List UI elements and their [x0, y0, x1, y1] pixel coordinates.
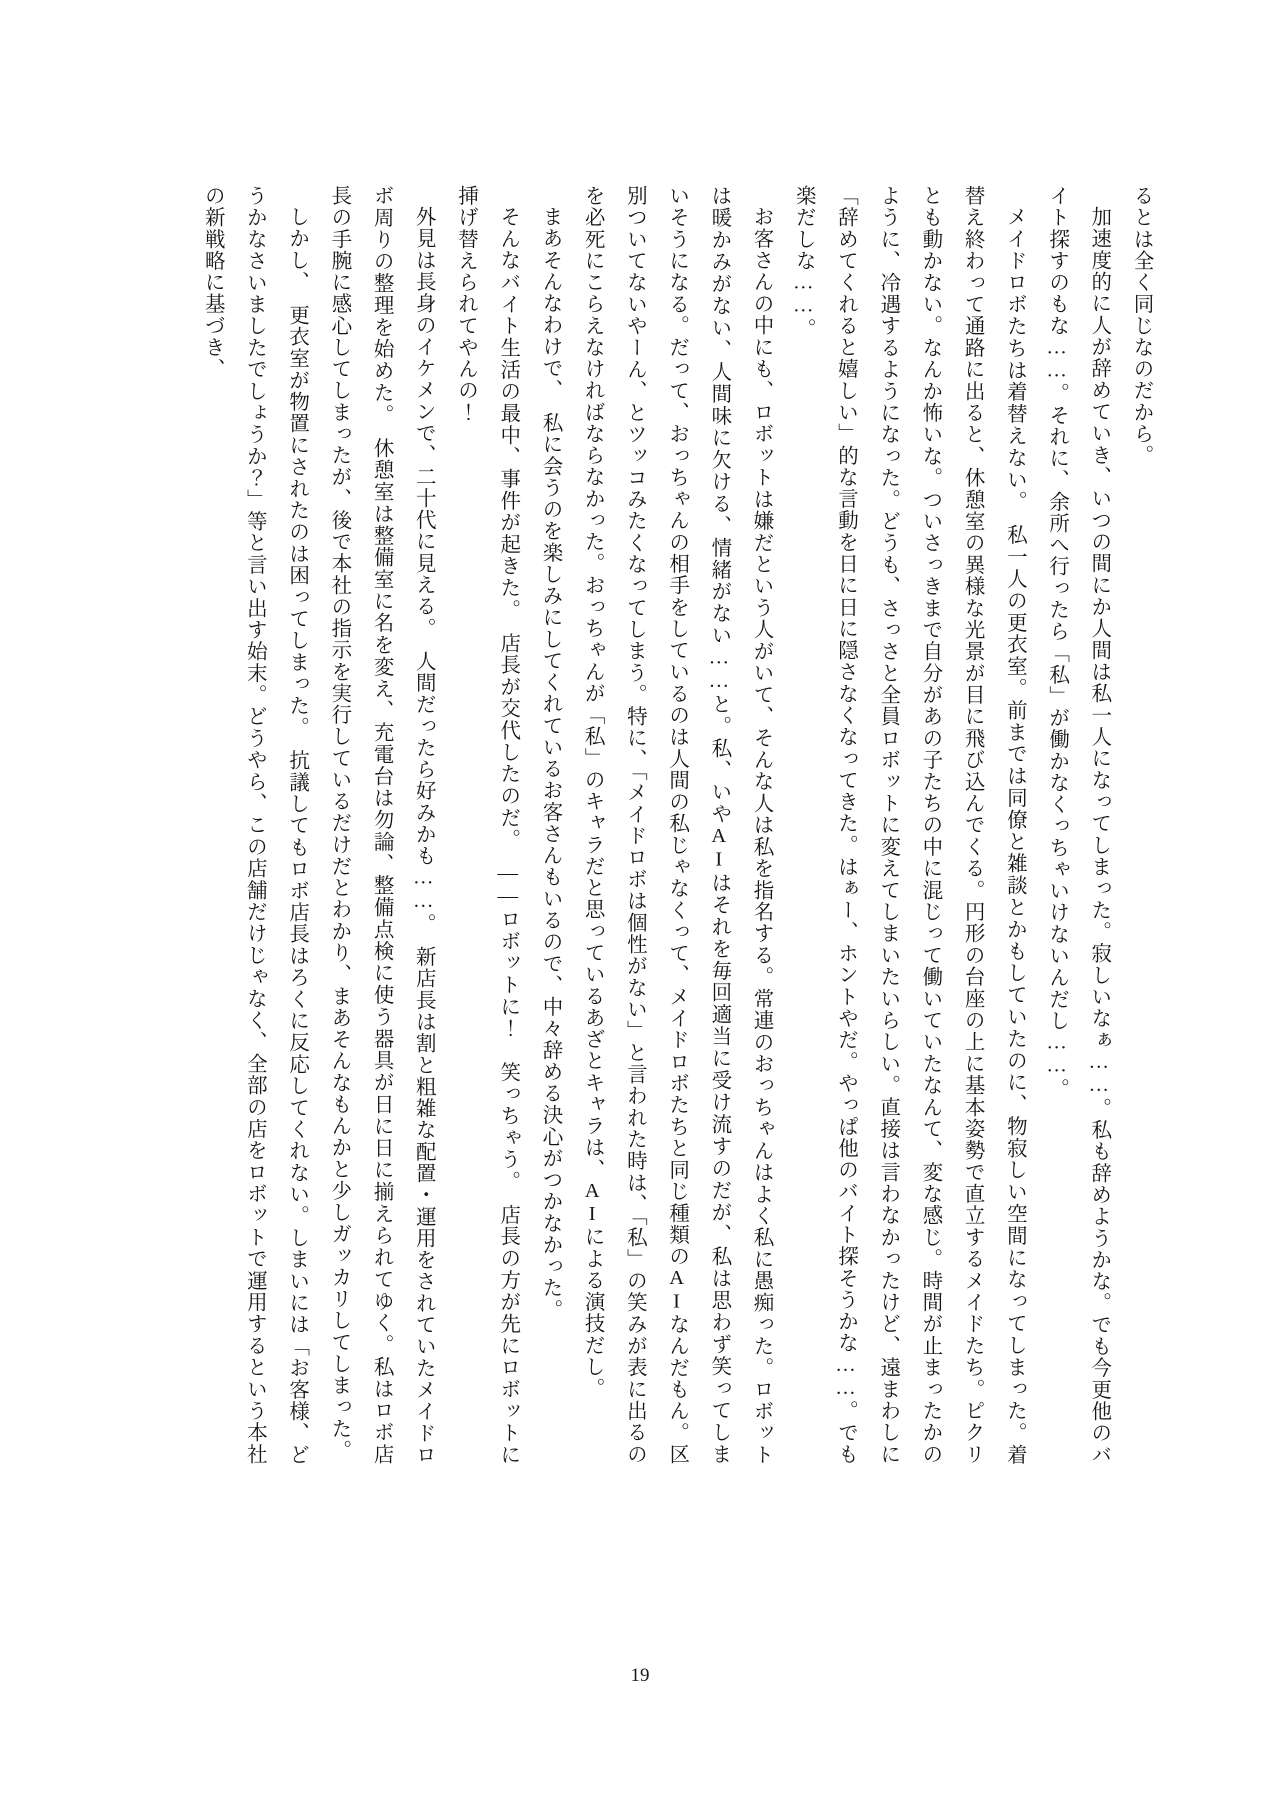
- paragraph: しかし、 更衣室が物置にされたのは困ってしまった。 抗議してもロボ店長はろくに反応してくれない。しまいには「お客様、どうかなさいましたでしょうか？」等と言い出す始末。どうやら、この店舗だけじゃなく、全部の店をロボットで運用するという本社の新戦略に基づき、: [201, 185, 308, 1465]
- paragraph: 外見は長身のイケメンで、二十代に見える。 人間だったら好みかも……。 新店長は割と粗雑な配置・運用をされていたメイドロボ周りの整理を始めた。 休憩室は整備室に名を変え、充電台は勿論、整備点検に使う器具が日に日に揃えられてゆく。私はロボ店長の手腕に感心してしまったが、後で本社の指示を実行しているだけだとわかり、まあそんなもんかと少しガッカリしてしまった。: [327, 185, 435, 1465]
- page-text-body: [201, 185, 1162, 1465]
- paragraph: るとは全く同じなのだから。: [1130, 185, 1152, 467]
- paragraph: メイドロボたちは着替えない。 私一人の更衣室。前までは同僚と雑談とかもしていたのに、物寂しい空間になってしまった。着替え終わって通路に出ると、休憩室の異様な光景が目に飛び込んでくる。円形の台座の上に基本姿勢で直立するメイドたち。ピクリとも動かない。なんか怖いな。ついさっきまで自分があの子たちの中に混じって働いていたなんて、変な感じ。時間が止まったかのように、冷遇するようになった。どうも、さっさと全員ロボットに変えてしまいたいらしい。直接は言わなかったけど、遠まわしに「辞めてくれると嬉しい」的な言動を日に日に隠さなくなってきた。はぁー、ホントやだ。やっぱ他のバイト探そうかな……。でも楽だしな……。: [792, 185, 1026, 1465]
- paragraph: お客さんの中にも、ロボットは嫌だという人がいて、そんな人は私を指名する。常連のおっちゃんはよく私に愚痴った。ロボットは暖かみがない、人間味に欠ける、情緒がない……と。私、いやAIはそれを毎回適当に受け流すのだが、私は思わず笑ってしまいそうになる。だって、おっちゃんの相手をしているのは人間の私じゃなくって、メイドロボたちと同じ種類のAIなんだもん。区別ついてないやーん、とツッコみたくなってしまう。特に、「メイドロボは個性がない」と言われた時は、「私」の笑みが表に出るのを必死にこらえなければならなかった。おっちゃんが「私」のキャラだと思っているあざとキャラは、AIによる演技だし。: [581, 185, 773, 1465]
- paragraph: まあそんなわけで、 私に会うのを楽しみにしてくれているお客さんもいるので、中々辞める決心がつかなかった。: [538, 205, 561, 1320]
- paragraph: そんなバイト生活の最中、事件が起きた。 店長が交代したのだ。 ——ロボットに！ 笑っちゃう。 店長の方が先にロボットに挿げ替えられてやんの！: [454, 185, 519, 1465]
- page-number: 19: [630, 1665, 650, 1686]
- paragraph: 加速度的に人が辞めていき、いつの間にか人間は私一人になってしまった。寂しいなぁ……。私も辞めようかな。でも今更他のバイト探すのもな……。それに、余所へ行ったら「私」が働かなくっちゃいけないんだし……。: [1045, 185, 1110, 1465]
